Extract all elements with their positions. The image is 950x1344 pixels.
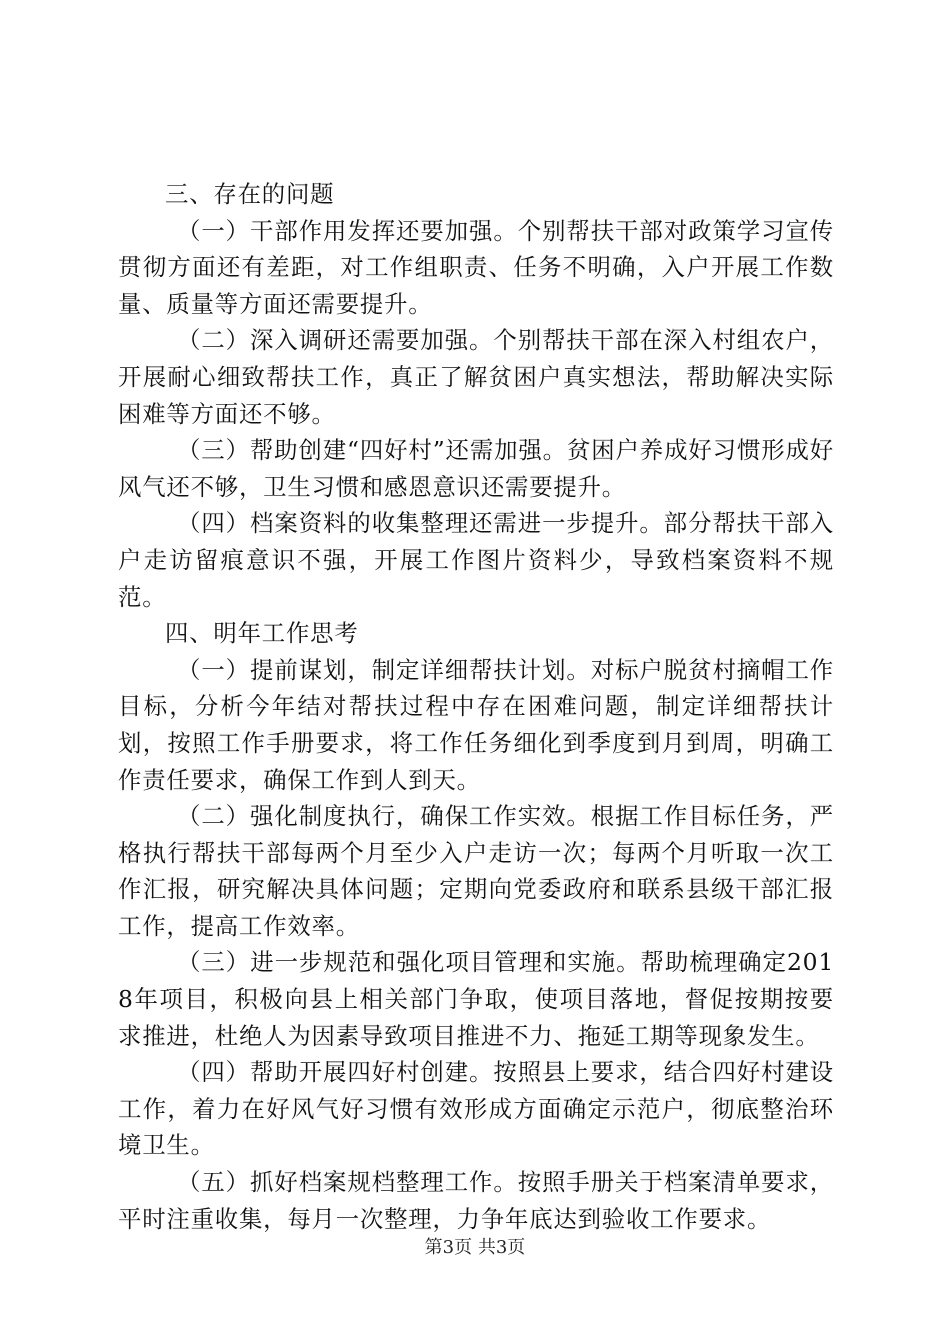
next-year-item-2: （二）强化制度执行，确保工作实效。根据工作目标任务，严格执行帮扶干部每两个月至少入户走访一次；每两个月听取一次工作汇报，研究解决具体问题；定期向党委政府和联系县级干部汇报工作，提高工作效率。 bbox=[118, 802, 834, 940]
section-heading-next-year: 四、明年工作思考 bbox=[165, 619, 359, 648]
next-year-item-5: （五）抓好档案规档整理工作。按照手册关于档案清单要求，平时注重收集，每月一次整理，力争年底达到验收工作要求。 bbox=[118, 1168, 834, 1233]
next-year-item-3: （三）进一步规范和强化项目管理和实施。帮助梳理确定2018年项目，积极向县上相关部门争取，使项目落地，督促按期按要求推进，杜绝人为因素导致项目推进不力、拖延工期等现象发生。 bbox=[118, 948, 834, 1050]
section-heading-problems: 三、存在的问题 bbox=[165, 180, 335, 208]
next-year-item-1: （一）提前谋划，制定详细帮扶计划。对标户脱贫村摘帽工作目标，分析今年结对帮扶过程中存在困难问题，制定详细帮扶计划，按照工作手册要求，将工作任务细化到季度到月到周，明确工作责任要求，确保工作到人到天。 bbox=[118, 655, 834, 794]
page-footer bbox=[0, 1236, 950, 1260]
problem-item-2: （二）深入调研还需要加强。个别帮扶干部在深入村组农户，开展耐心细致帮扶工作，真正了解贫困户真实想法，帮助解决实际困难等方面还不够。 bbox=[118, 326, 834, 428]
page-number-label: 第3页 共3页 bbox=[424, 1237, 526, 1258]
problem-item-4: （四）档案资料的收集整理还需进一步提升。部分帮扶干部入户走访留痕意识不强，开展工作图片资料少，导致档案资料不规范。 bbox=[118, 509, 834, 611]
problem-item-3: （三）帮助创建“四好村”还需加强。贫困户养成好习惯形成好风气还不够，卫生习惯和感恩意识还需要提升。 bbox=[118, 436, 834, 501]
document-body bbox=[118, 176, 834, 1237]
next-year-item-4: （四）帮助开展四好村创建。按照县上要求，结合四好村建设工作，着力在好风气好习惯有效形成方面确定示范户，彻底整治环境卫生。 bbox=[118, 1058, 834, 1160]
problem-item-1: （一）干部作用发挥还要加强。个别帮扶干部对政策学习宣传贯彻方面还有差距，对工作组职责、任务不明确，入户开展工作数量、质量等方面还需要提升。 bbox=[118, 216, 834, 318]
